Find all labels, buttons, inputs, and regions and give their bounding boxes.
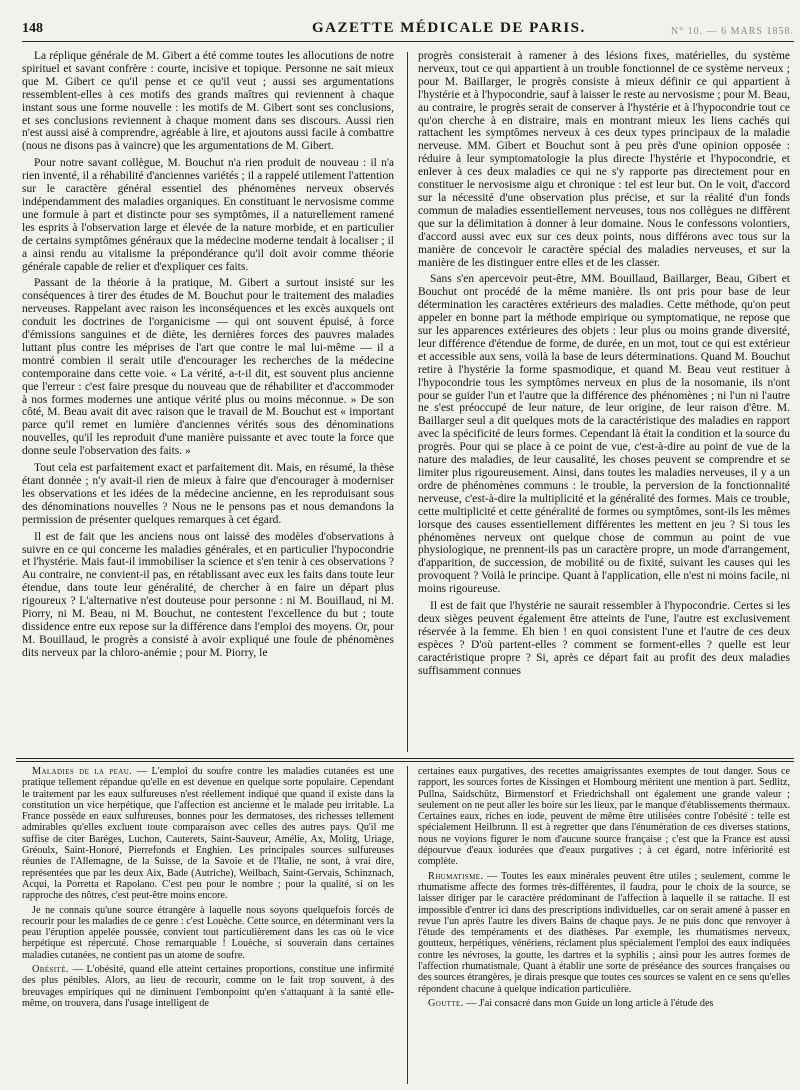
feuilleton-paragraph (22, 964, 394, 1009)
article-paragraph: Il est de fait que l'hystérie ne saurait ressembler à l'hypocondrie. Certes si les deux sièges peuvent également être atteints de l'une, l'autre est exclusivement réservée à la femme. Eh bien ! en quoi consistent l'une et l'autre de ces deux espèces ? D'où partent-elles ? comment se forment-elles ? quelle est leur caractéristique propre ? Si, après ce départ fait au profit des deux maladies suffisamment connues (418, 600, 790, 677)
feuilleton (22, 766, 794, 1086)
feuilleton-paragraph (22, 905, 394, 961)
paragraph-text: — Toutes les eaux minérales peuvent être utiles ; seulement, comme le rhumatisme affecte des formes très-différentes, il faudra, pour le choix de la source, se laisser diriger par le caractère prédominant de l'affection à laquelle il se rattache. Il est impossible d'entrer ici dans des prescriptions individuelles, car on serait amené à passer en revue l'un après l'autre les divers Bains de chaque pays. Je ne puis donc que renvoyer à l'étude des tempéraments et des diathèses. Par exemple, les rhumatismes nerveux, goutteux, herpétiques, vénériens, réclament plus spécialement l'emploi des eaux indiquées contre les névroses, la goutte, les dartres et la syphilis ; ainsi pour les autres formes de l'affection rhumatismale. Quant à établir une sorte de préséance des sources françaises ou des sources étrangères, je dirais presque que toutes ces sources se valent en ce sens qu'elles répondent chacune à quelque indication particulière. (418, 870, 790, 995)
feuilleton-separator (16, 758, 794, 762)
section-heading: Maladies de la peau. (32, 766, 133, 777)
feuilleton-right-column (418, 766, 790, 1086)
section-heading: Goutte. (428, 997, 464, 1009)
article-paragraph: La réplique générale de M. Gibert a été comme toutes les allocutions de notre spirituel et savant confrère : courte, incisive et topique. Personne ne sait mieux que M. Gibert ce qu'il pense et ce qu'il veut ; aussi ses argumentations ressemblent-elles à ces motifs des grands maîtres qui reviennent à chaque instant sous une forme nouvelle : les motifs de M. Gibert sont ses conclusions, et ses conclusions reviennent à chaque moment dans ses discours. Aussi rien n'est aussi aisé à comprendre, agréable à lire, et ajoutons aussi facile à combattre (nous ne disons pas à vaincre) que les argumentations de M. Gibert. (22, 50, 394, 153)
feuilleton-paragraph (418, 766, 790, 868)
article-paragraph: progrès consisterait à ramener à des lésions fixes, matérielles, du système nerveux, tout ce qui appartient à un trouble fonctionnel de ce système nerveux ; pour M. Baillarger, le progrès consiste à mieux définir ce qui appartient à l'hystérie et à l'hypocondrie, sauf à laisser le reste au nervosisme ; pour M. Beau, au contraire, le progrès serait de conserver à l'hystérie et à l'hypocondrie tout ce qu'on cherche à en distraire, mais en montrant mieux les liens cachés qui rattachent les symptômes nerveux à ces deux types principaux de la maladie nerveuse. MM. Gibert et Bouchut sont à peu près d'une opinion opposée : réduire à leur symptomatologie la plus directe l'hystérie et l'hypocondrie, et enlever à ces deux maladies ce qui ne s'y rapporte pas directement pour en constituer le nervosisme aigu et chronique : tel est leur but. On le voit, d'accord sur la nécessité d'une observation plus précise, et sur la réalité d'un fonds commun de maladies essentiellement nerveuses, tous nos collègues ne diffèrent que sur la délimitation à donner à leur domaine. Nous le confessons volontiers, d'accord aussi avec eux sur ces deux points, nous différons avec tous sur la manière de concevoir le caractère spécial des maladies nerveuses, et sur la manière de les distinguer entre elles et de les classer. (418, 50, 790, 269)
column-divider (407, 52, 408, 752)
article-paragraph: Pour notre savant collègue, M. Bouchut n'a rien produit de nouveau : il n'a rien inventé, il a réhabilité d'anciennes variétés ; il a rappelé utilement l'attention sur le caractère général essentiel des phénomènes nerveux observés indépendamment des maladies organiques. En constituant le nervosisme comme une formule à part et distincte pour ses symptômes, il a naturellement ramené les esprits à l'observation large et élevée de la nature morbide, et en particulier de certains symptômes généraux que la médecine moderne tendait à localiser ; il a ainsi rendu au vitalisme la prépondérance qu'il doit avoir comme théorie générale capable de relier et d'expliquer ces faits. (22, 157, 394, 273)
feuilleton-paragraph (418, 998, 790, 1009)
feuilleton-paragraph (418, 871, 790, 995)
section-heading: Rhumatisme. (428, 870, 484, 882)
article-left-column (22, 50, 394, 754)
article-paragraph: Tout cela est parfaitement exact et parfaitement dit. Mais, en résumé, la thèse étant donnée ; n'y avait-il rien de mieux à faire que d'encourager à moderniser les observations et les idées de la médecine ancienne, en les reproduisant sous des dénominations nouvelles ? Nous ne le pensons pas et nous demandons la permission de présenter quelques remarques à cet égard. (22, 462, 394, 526)
paragraph-text: certaines eaux purgatives, des recettes amaigrissantes exemptes de tout danger. Sous ce rapport, les sources fortes de Kissingen et Hombourg méritent une mention à part. Sedlitz, Pullna, Saidschütz, Birmenstorf et Friedrichshall ont également une grande valeur ; seulement on ne peut aller les boire sur les lieux, par le manque d'établissements thermaux. Certaines eaux, riches en iode, peuvent de même être utilisées contre l'obésité : telle est spécialement Heilbrunn. Il est à regretter que dans l'énumération de ces diverses stations, nous ne voyions figurer le nom d'aucune source française ; c'est que la France est aussi dépourvue d'eaux iodurées que d'eaux purgatives ; à cet égard, notre infériorité est complète. (418, 766, 790, 868)
page-header (22, 12, 794, 42)
paragraph-text: — J'ai consacré dans mon Guide un long article à l'étude des (463, 997, 714, 1009)
issue-dateline: N° 10. — 6 MARS 1858. (670, 26, 794, 37)
paragraph-text: Je ne connais qu'une source étrangère à laquelle nous soyons quelquefois forcés de recourir pour les maladies de ce genre : c'est Louèche. Cette source, en déterminant vers la peau l'éruption appelée poussée, convient tout particulièrement dans les cas où le vice herpétique est répercuté. Chose remarquable ! Louèche, si souverain dans certaines maladies cutanées, ne contient pas un atome de soufre. (22, 904, 394, 961)
paragraph-text: — L'emploi du soufre contre les maladies cutanées est une pratique tellement répandue qu'elle en est devenue en quelque sorte populaire. Cependant le traitement par les eaux sulfureuses n'est réellement indiqué que quand il existe dans la constitution un vice herpétique, que l'affection est ancienne et le malade peu irritable. La France possède en eaux sulfureuses, bonnes pour les dermatoses, des richesses tellement admirables qu'elles excluent toute comparaison avec celles des autres pays. Qu'il me suffise de citer Baréges, Luchon, Cauterets, Saint-Sauveur, Amélie, Ax, Molitg, Uriage, Gréoulx, Saint-Honoré, Pierrefonds et Enghien. Les principales sources sulfureuses réunies de l'Allemagne, de la Suisse, de la Savoie et de l'Italie, ne sont, à vrai dire, représentées que par les deux Aix, Bade (Autriche), Weilbach, Saint-Gervais, Schinznach, Acqui, la Porretta et Rapolano. C'est peu pour le nombre ; pour la qualité, si on les rapproche des nôtres, c'est peut-être moins encore. (22, 766, 394, 902)
feuilleton-paragraph (22, 766, 394, 902)
article-right-column (418, 50, 790, 754)
main-article (22, 50, 794, 754)
article-paragraph: Il est de fait que les anciens nous ont laissé des modèles d'observations à suivre en ce qui concerne les maladies générales, et en particulier l'hypocondrie et l'hystérie. Mais faut-il immobiliser la science et s'en tenir à ces observations ? Au contraire, ne convient-il pas, en rétablissant avec eux les faits dans toute leur étendue, dans toute leur généralité, de chercher à en faire un départ plus rigoureux ? L'alternative n'est douteuse pour personne : ni M. Bouillaud, ni M. Piorry, ni M. Beau, ni M. Bouchut, ne contestent l'excellence du but ; toute dissidence entre eux repose sur la différence dans l'emploi des moyens. Or, pour M. Bouillaud, le progrès a consisté à avoir expliqué une foule de phénomènes dits nerveux par la chloro-anémie ; pour M. Piorry, le (22, 530, 394, 659)
article-paragraph: Passant de la théorie à la pratique, M. Gibert a surtout insisté sur les conséquences à tirer des études de M. Bouchut pour le traitement des maladies nerveuses. Rappelant avec raison les inconséquences et les excès auxquels ont conduit les doctrines de l'organicisme — qui ont souvent épuisé, à force d'émissions sanguines et de diète, les dernières forces des pauvres malades luttant plus contre les méprises de l'art que contre le mal lui-même — il a montré combien il serait utile d'encourager les recherches de la médecine contemporaine dans cette voie. « La vérité, a-t-il dit, est souvent plus ancienne que l'erreur : c'est faire presque du nouveau que de réhabiliter et d'accommoder à nos formes modernes une antique vérité plus ou moins méconnue. » De son côté, M. Beau avait dit avec raison que le travail de M. Bouchut est « important parce qu'il remet en lumière d'anciennes vérités sous des dénominations nouvelles, qu'il les reproduit d'une manière puissante et avec toute la force que donne seule l'observation des faits. » (22, 277, 394, 458)
feuilleton-left-column (22, 766, 394, 1086)
journal-title: GAZETTE MÉDICALE DE PARIS. (312, 20, 586, 36)
column-divider (407, 766, 408, 1084)
page-number: 148 (22, 21, 43, 36)
section-heading: Obésité. (32, 964, 69, 976)
paragraph-text: — L'obésité, quand elle atteint certaines proportions, constitue une infirmité des plus pénibles. Alors, au lieu de recourir, comme on le fait trop souvent, à des breuvages empiriques qui ne diminuent l'embonpoint qu'en s'attaquant à la santé elle-même, on trouvera, dans l'usage intelligent de (22, 964, 394, 1009)
article-paragraph: Sans s'en apercevoir peut-être, MM. Bouillaud, Baillarger, Beau, Gibert et Bouchut ont procédé de la même manière. Ils ont pris pour base de leur détermination les caractères extérieurs des maladies. Cette méthode, qu'on peut appeler en bonne part la méthode empirique ou symptomatique, ne repose que sur les apparences extérieures des objets : leur plus ou moins grande diversité, leur différence d'étendue de forme, de durée, en un mot, tout ce qui est extérieur et accessible aux sens, voilà la base de leurs déterminations. Quand M. Bouchut retire à l'hystérie la forme spasmodique, et quand M. Beau veut restituer à l'hypocondrie tous les symptômes nerveux en plus de la nosomanie, ils n'ont pour se guider l'un et l'autre que la différence des phénomènes ; ni l'un ni l'autre ne s'est préoccupé de leur nature, de leur origine, de leur raison d'être. M. Baillarger seul a dit quelques mots de la caractéristique des maladies en rapport avec la spécificité de leurs formes. Cependant là était la condition et la source du progrès. Pour qui se place à ce point de vue, c'est-à-dire au point de vue de la nature des maladies, de leur causalité, les choses peuvent se comprendre et se limiter plus rigoureusement. Ainsi, dans toutes les maladies nerveuses, il y a un ordre de phénomènes communs : le trouble, la perversion de la fonctionnalité nerveuse, c'est-à-dire la multiplicité et la généralité des formes. Mais ce trouble, cette multiplicité et cette généralité de formes ou symptômes, sont-ils les mêmes lorsque des causes essentiellement différentes les mettent en jeu ? Si tous les phénomènes nerveux ont quelque chose de commun au point de vue physiologique, ne prennent-ils pas un caractère propre, un mode d'arrangement, d'apparition, de succession, de mobilité ou de fixité, suivant les causes qui les provoquent ? Voilà le principe. Quant à l'application, elle n'est ni moins facile, ni moins rigoureuse. (418, 273, 790, 596)
